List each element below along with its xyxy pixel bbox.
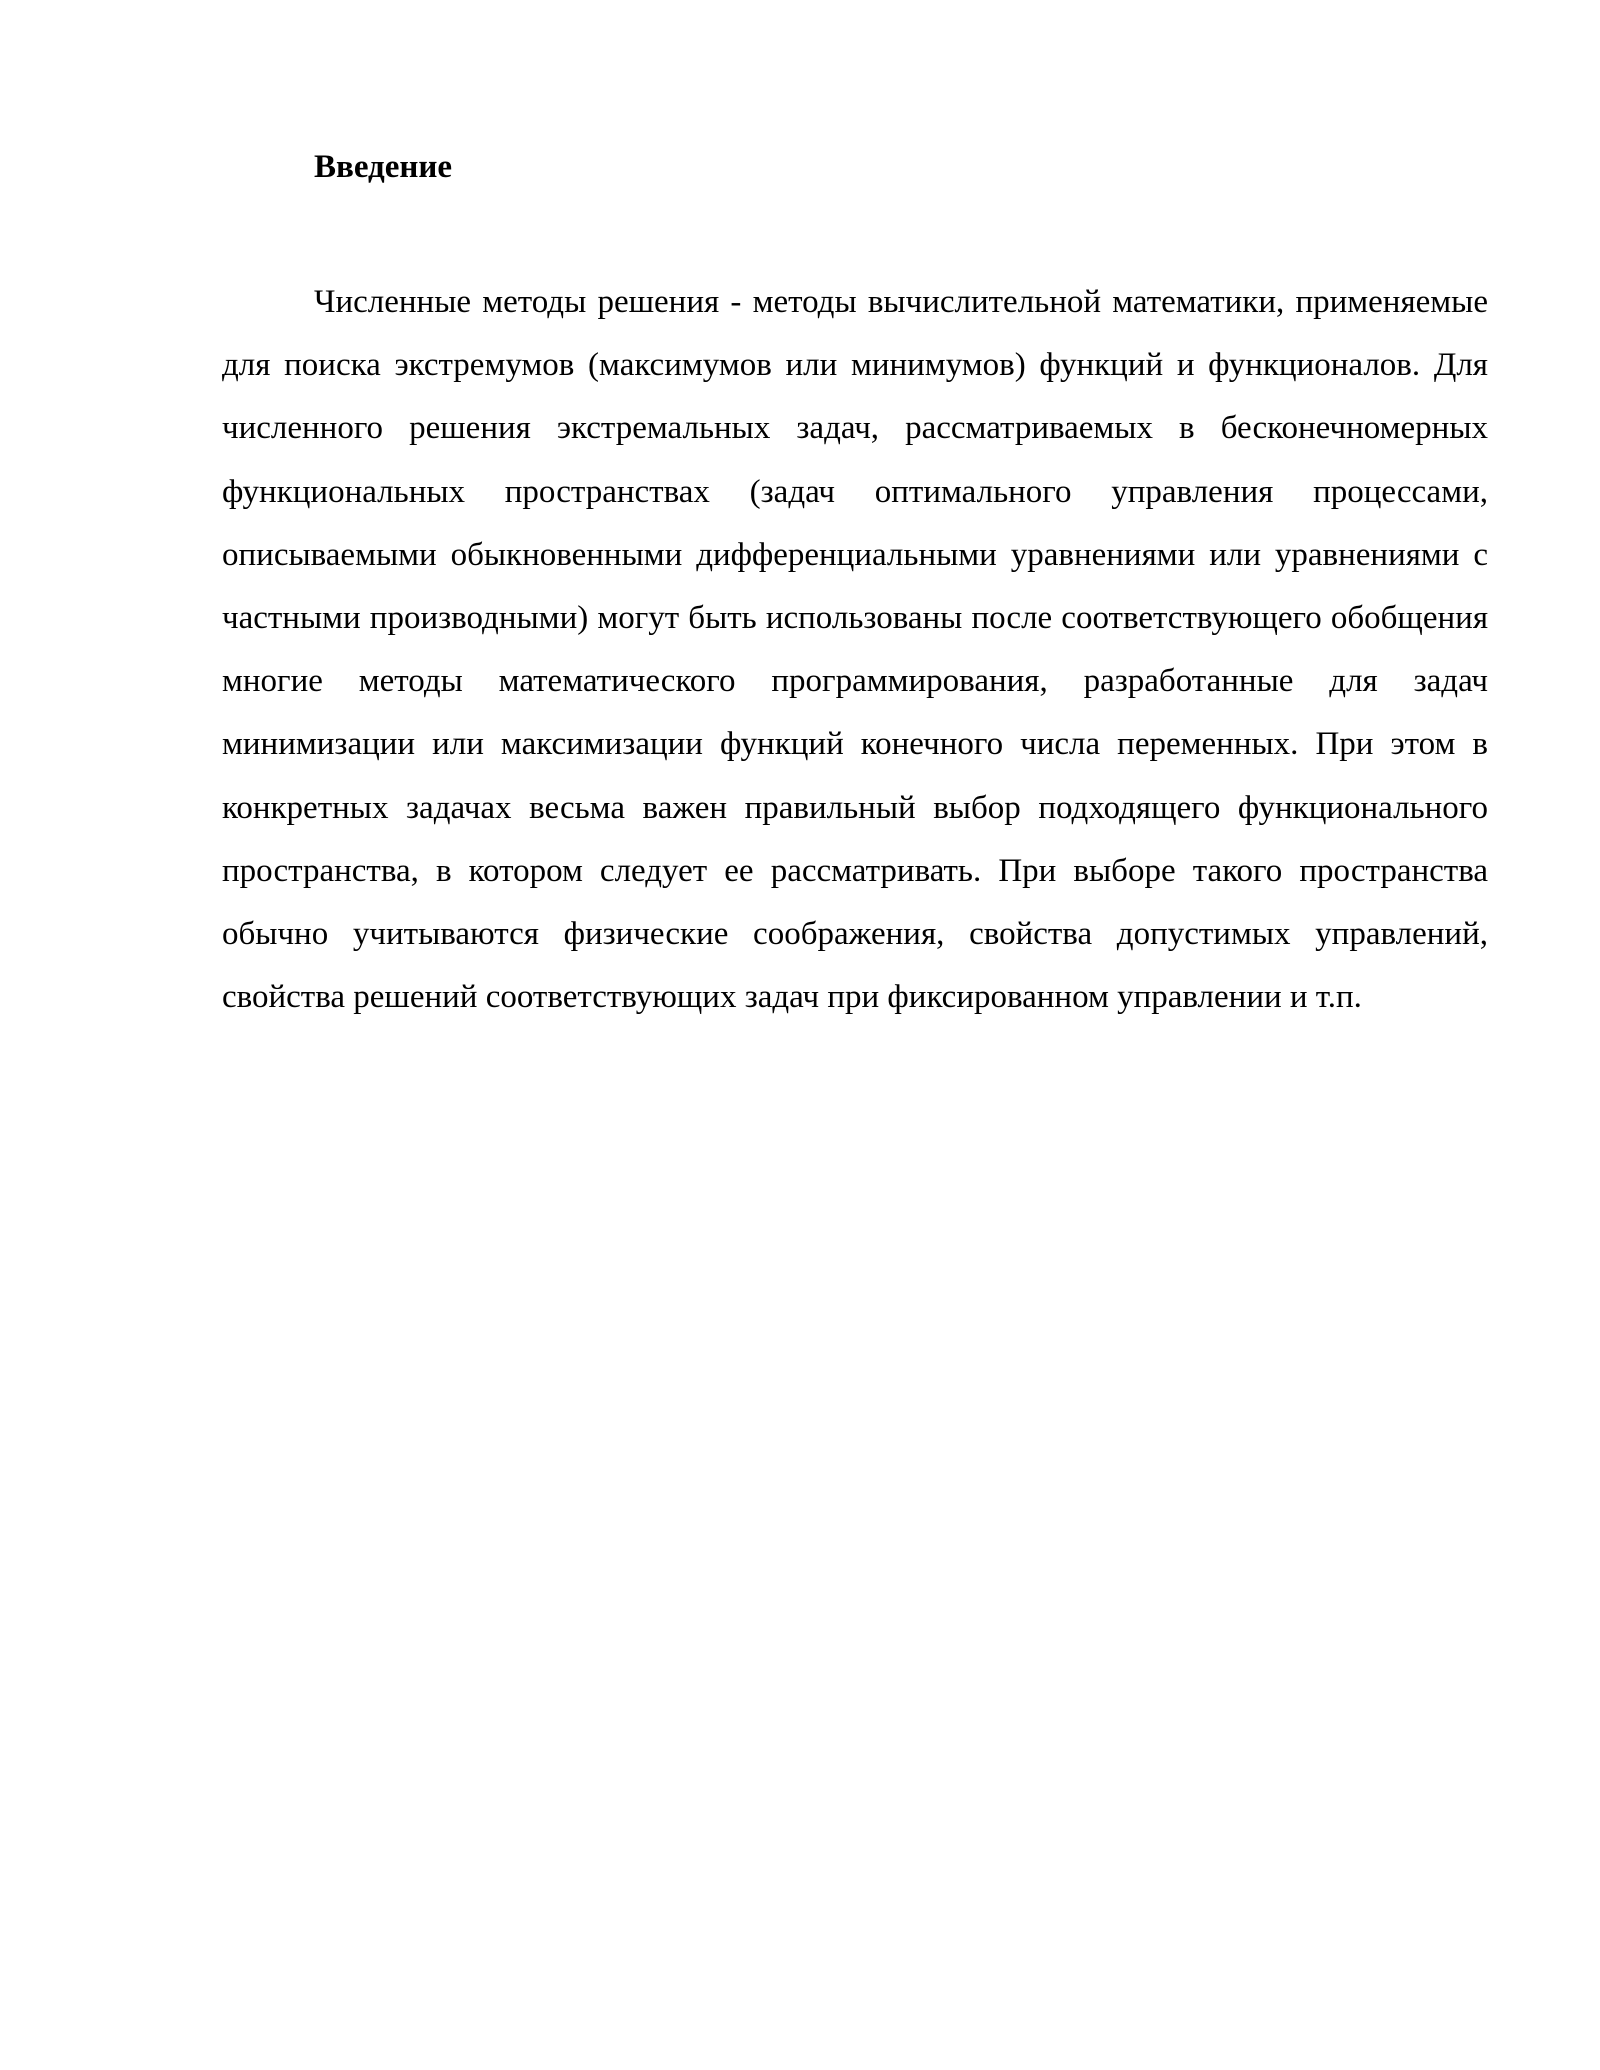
section-heading: Введение [314,149,453,185]
body-paragraph: Численные методы решения - методы вычислительной математики, применяемые для поиска экстремумов (максимумов или минимумов) функций и функционалов. Для численного решения экстремальных задач, рассматриваемых в бесконечномерных функциональных пространствах (задач оптимального управления процессами, описываемыми обыкновенными дифференциальными уравнениями или уравнениями с частными производными) могут быть использованы после соответствующего обобщения многие методы математического программирования, разработанные для задач минимизации или максимизации функций конечного числа переменных. При этом в конкретных задачах весьма важен правильный выбор подходящего функционального пространства, в котором следует ее рассматривать. При выборе такого пространства обычно учитываются физические соображения, свойства допустимых управлений, свойства решений соответствующих задач при фиксированном управлении и т.п. [222,284,1488,1016]
